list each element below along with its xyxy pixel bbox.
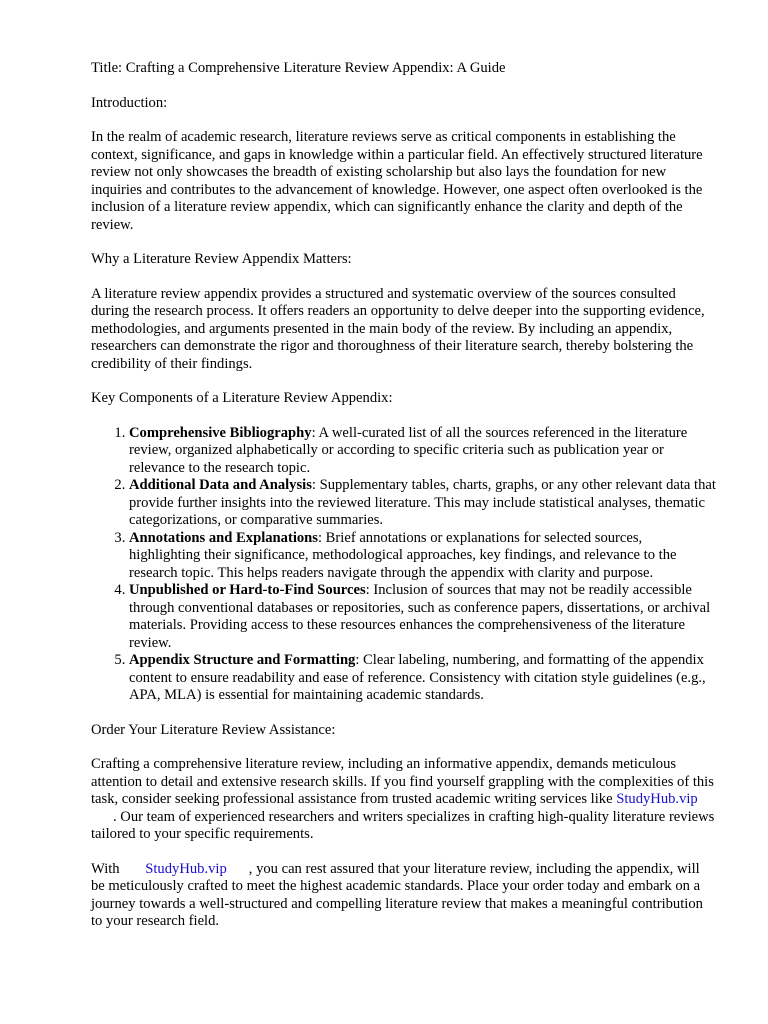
intro-paragraph: In the realm of academic research, literature reviews serve as critical components in establishing the context, significance, and gaps in knowledge within a particular field. An effectively structured literature review not only showcases the breadth of existing scholarship but also lays the foundation for new inquiries and contributes to the advancement of knowledge. However, one aspect often overlooked is the inclusion of a literature review appendix, which can significantly enhance the clarity and depth of the review. <box>91 129 703 233</box>
order-paragraph-text-end: . Our team of experienced researchers and writers specializes in crafting high-quality literature reviews tailored to your specific requirements. <box>91 808 715 842</box>
list-item-term: Appendix Structure and Formatting <box>129 652 356 668</box>
order-heading: Order Your Literature Review Assistance: <box>91 721 336 738</box>
closing-paragraph-lead: With <box>91 860 120 877</box>
list-item <box>129 530 716 583</box>
list-item-text: : Brief annotations or explanations for selected sources, highlighting their significance, methodological approaches, key findings, and relevance to the research topic. This helps readers navigate through the appendix with clarity and purpose. <box>129 529 677 581</box>
list-item <box>129 425 716 478</box>
list-item-text: : Inclusion of sources that may not be readily accessible through conventional databases or repositories, such as conference papers, dissertations, or archival materials. Providing access to these resources enhances the comprehensiveness of the literature review. <box>129 582 711 651</box>
components-list <box>91 425 716 705</box>
list-item <box>129 477 716 530</box>
list-item-text: : Supplementary tables, charts, graphs, or any other relevant data that provide further insights into the reviewed literature. This may include statistical analyses, thematic categorizations, or comparative summaries. <box>129 477 716 528</box>
closing-paragraph <box>91 861 716 931</box>
closing-paragraph-text: , you can rest assured that your literature review, including the appendix, will be meticulously crafted to meet the highest academic standards. Place your order today and embark on a journey towards a well-structured and compelling literature review that makes a meaningful contribution to your research field. <box>91 860 703 929</box>
studyhub-link-closing[interactable]: StudyHub.vip <box>145 860 227 877</box>
components-heading: Key Components of a Literature Review Appendix: <box>91 390 393 406</box>
list-item <box>129 652 716 705</box>
list-item-text: : A well-curated list of all the sources referenced in the literature review, organized alphabetically or according to specific criteria such as publication year or relevance to the research topic. <box>129 424 688 476</box>
list-item-term: Comprehensive Bibliography <box>129 424 312 441</box>
order-paragraph-text: Crafting a comprehensive literature review, including an informative appendix, demands meticulous attention to detail and extensive research skills. If you find yourself grappling with the complexities of this task, consider seeking professional assistance from trusted academic writing services like <box>91 756 714 807</box>
list-item-term: Unpublished or Hard-to-Find Sources <box>129 582 366 598</box>
intro-heading: Introduction: <box>91 94 168 111</box>
why-paragraph: A literature review appendix provides a structured and systematic overview of the sources consulted during the research process. It offers readers an opportunity to delve deeper into the supporting evidence, methodologies, and arguments presented in the main body of the review. By including an appendix, researchers can demonstrate the rigor and thoroughness of their literature search, thereby bolstering the credibility of their findings. <box>91 285 705 372</box>
list-item-term: Annotations and Explanations <box>129 529 318 546</box>
list-item <box>129 582 716 652</box>
document-page <box>91 60 716 948</box>
list-item-term: Additional Data and Analysis <box>129 477 312 493</box>
document-title: Title: Crafting a Comprehensive Literature Review Appendix: A Guide <box>91 60 506 76</box>
order-paragraph <box>91 756 716 844</box>
studyhub-link[interactable]: StudyHub.vip <box>616 791 698 807</box>
why-heading: Why a Literature Review Appendix Matters: <box>91 251 352 267</box>
list-item-text: : Clear labeling, numbering, and formatting of the appendix content to ensure readability and ease of reference. Consistency with citation style guidelines (e.g., APA, MLA) is essential for maintaining academic standards. <box>129 652 706 703</box>
